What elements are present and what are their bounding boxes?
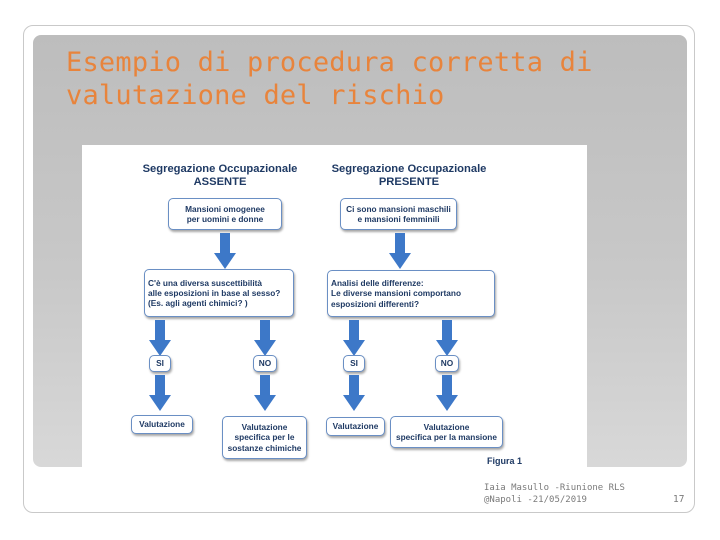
left-no-result-line-2: specifica per le [234, 432, 295, 443]
left-no-result-line-3: sostanze chimiche [227, 442, 302, 453]
left-header-line-2: ASSENTE [193, 176, 247, 188]
right-no-arrow [436, 320, 458, 356]
flowchart-figure [82, 145, 587, 467]
figure-caption: Figura 1 [487, 456, 523, 466]
left-question-box [144, 269, 294, 317]
right-yes-result-box [326, 417, 385, 436]
left-yes-box [149, 355, 171, 372]
slide-title [66, 46, 676, 112]
left-no-result-line-1: Valutazione [241, 422, 288, 433]
footer-line-1: Iaia Masullo -Riunione RLS [484, 483, 625, 493]
right-no-box [435, 355, 459, 372]
right-first-box [340, 198, 457, 230]
left-question-line-1: C'è una diversa suscettibilità [148, 277, 263, 288]
left-header-line-1: Segregazione Occupazionale [142, 163, 298, 175]
left-yes-label: SI [156, 358, 164, 369]
left-question-line-2: alle esposizioni in base al sesso? [148, 287, 281, 298]
left-yes-arrow [149, 320, 171, 356]
left-no-box [253, 355, 277, 372]
right-first-box-line-2: e mansioni femminili [357, 214, 440, 224]
right-yes-arrow [343, 320, 365, 356]
right-header-line-2: PRESENTE [378, 176, 440, 188]
right-down-arrow-1 [389, 233, 411, 269]
left-first-box-line-2: per uomini e donne [186, 214, 264, 224]
footer-line-2: @Napoli -21/05/2019 [484, 495, 587, 505]
left-yes-result-line-1: Valutazione [139, 419, 185, 430]
left-yes-result-box [131, 415, 193, 434]
right-no-result-box [390, 416, 503, 448]
right-no-result-line-1: Valutazione [423, 421, 470, 432]
page-number: 17 [673, 494, 685, 505]
right-first-box-line-1: Ci sono mansioni maschili [346, 203, 451, 214]
left-no-arrow [254, 320, 276, 356]
right-no-result-line-2: specifica per la mansione [396, 432, 497, 442]
right-no-result-arrow [436, 375, 458, 411]
left-first-box [168, 198, 282, 230]
slide-footer [484, 482, 625, 506]
title-line-2: valutazione del rischio [66, 80, 445, 111]
right-question-box [327, 270, 495, 317]
left-no-result-arrow [254, 375, 276, 411]
left-down-arrow-1 [214, 233, 236, 269]
right-question-line-3: esposizioni differenti? [331, 298, 420, 309]
title-line-1: Esempio di procedura corretta di [66, 47, 593, 78]
left-question-line-3: (Es. agli agenti chimici? ) [148, 298, 248, 309]
right-question-line-2: Le diverse mansioni comportano [331, 288, 462, 299]
left-no-label: NO [258, 358, 272, 369]
right-yes-result-arrow [343, 375, 365, 411]
right-header-line-1: Segregazione Occupazionale [331, 163, 487, 175]
right-yes-box [343, 355, 365, 372]
left-first-box-line-1: Mansioni omogenee [185, 203, 265, 214]
left-header [130, 163, 310, 189]
right-question-line-1: Analisi delle differenze: [331, 278, 424, 289]
left-no-result-box [222, 416, 307, 459]
left-yes-result-arrow [149, 375, 171, 411]
right-header [318, 163, 500, 189]
right-yes-label: SI [350, 358, 358, 369]
right-no-label: NO [440, 358, 454, 369]
right-yes-result-line-1: Valutazione [332, 421, 379, 432]
